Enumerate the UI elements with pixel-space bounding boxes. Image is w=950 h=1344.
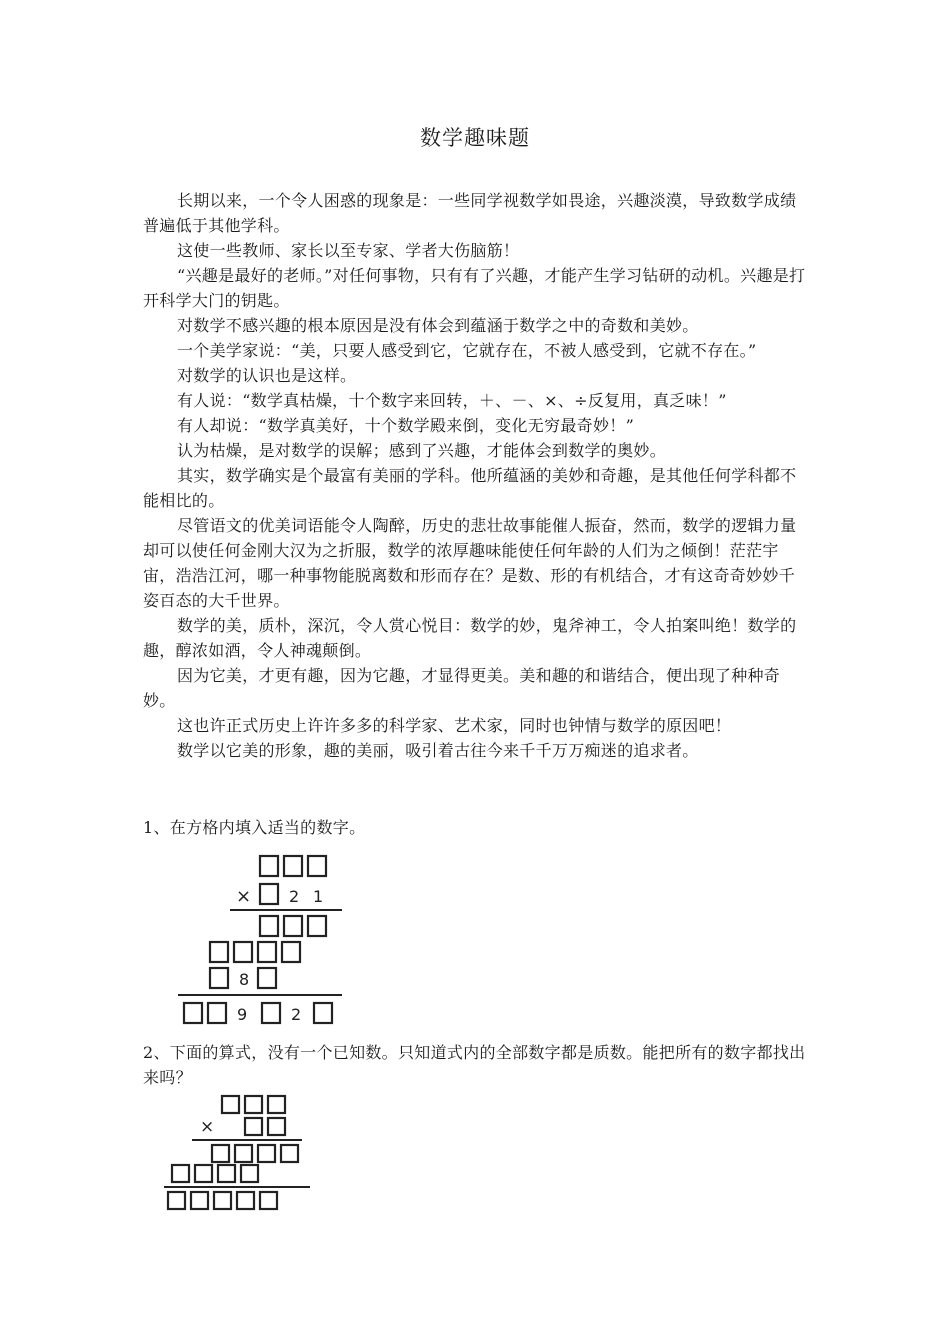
digit-box[interactable] (284, 856, 302, 876)
paragraph: “兴趣是最好的老师。”对任何事物，只有有了兴趣，才能产生学习钻研的动机。兴趣是打开科学大门的钥匙。 (143, 266, 806, 310)
multiply-sign: × (236, 886, 252, 907)
digit-box[interactable] (282, 942, 300, 962)
digit-box[interactable] (237, 1192, 254, 1209)
paragraph: 认为枯燥，是对数学的误解；感到了兴趣，才能体会到数学的奥妙。 (177, 441, 667, 460)
digit-box[interactable] (234, 942, 252, 962)
digit-box[interactable] (308, 856, 326, 876)
digit-box[interactable] (195, 1165, 212, 1182)
digit-box[interactable] (260, 884, 278, 904)
digit-box[interactable] (308, 916, 326, 936)
paragraph: 数学的美，质朴，深沉，令人赏心悦目：数学的妙，鬼斧神工，令人拍案叫绝！数学的趣，醇浓如酒，令人神魂颠倒。 (143, 616, 797, 660)
digit-box[interactable] (314, 1003, 332, 1023)
paragraph: 因为它美，才更有趣，因为它趣，才显得更美。美和趣的和谐结合，便出现了种种奇妙。 (143, 666, 781, 710)
digit-box[interactable] (260, 856, 278, 876)
paragraph: 有人说：“数学真枯燥，十个数字来回转，＋、－、×、÷反复用，真乏味！” (177, 391, 727, 410)
digit-box[interactable] (191, 1192, 208, 1209)
digit-box[interactable] (258, 942, 276, 962)
digit-box[interactable] (281, 1145, 298, 1162)
paragraph: 对数学的认识也是这样。 (177, 366, 357, 385)
digit-box[interactable] (184, 1003, 202, 1023)
paragraph: 长期以来，一个令人困惑的现象是：一些同学视数学如畏途，兴趣淡漠，导致数学成绩普遍低于其他学科。 (143, 191, 797, 235)
digit-box[interactable] (172, 1165, 189, 1182)
digit-box[interactable] (268, 1096, 285, 1113)
digit-box[interactable] (260, 1192, 277, 1209)
paragraph: 其实，数学确实是个最富有美丽的学科。他所蕴涵的美妙和奇趣，是其他任何学科都不能相比的。 (143, 466, 797, 510)
paragraph: 这使一些教师、家长以至专家、学者大伤脑筋！ (177, 241, 520, 260)
given-digit: 9 (237, 1005, 248, 1024)
digit-box[interactable] (168, 1192, 185, 1209)
digit-box[interactable] (241, 1165, 258, 1182)
digit-box[interactable] (260, 916, 278, 936)
digit-box[interactable] (268, 1118, 285, 1135)
article-body (143, 188, 807, 763)
digit-box[interactable] (210, 942, 228, 962)
digit-box[interactable] (235, 1145, 252, 1162)
paragraph: 这也许正式历史上许许多多的科学家、艺术家，同时也钟情与数学的原因吧！ (177, 716, 732, 735)
digit-box[interactable] (222, 1096, 239, 1113)
given-digit: 1 (313, 887, 324, 906)
puzzle-1-diagram (170, 850, 350, 1035)
document-title: 数学趣味题 (420, 126, 530, 150)
paragraph: 有人却说：“数学真美好，十个数学殿来倒，变化无穷最奇妙！” (177, 416, 635, 435)
given-digit: 2 (291, 1005, 302, 1024)
digit-box[interactable] (214, 1192, 231, 1209)
given-digit: 8 (239, 970, 250, 989)
question-1-text: 1、在方格内填入适当的数字。 (143, 818, 366, 837)
digit-box[interactable] (262, 1003, 280, 1023)
digit-box[interactable] (218, 1165, 235, 1182)
puzzle-2-diagram (160, 1090, 320, 1215)
paragraph: 尽管语文的优美词语能令人陶醉，历史的悲壮故事能催人振奋，然而，数学的逻辑力量却可以使任何金刚大汉为之折服，数学的浓厚趣味能使任何年龄的人们为之倾倒！茫茫宇宙，浩浩江河，哪一种事物能脱离数和形而存在？是数、形的有机结合，才有这奇奇妙妙千姿百态的大千世界。 (143, 516, 797, 610)
digit-box[interactable] (245, 1118, 262, 1135)
digit-box[interactable] (258, 968, 276, 988)
digit-box[interactable] (208, 1003, 226, 1023)
given-digit: 2 (289, 887, 300, 906)
digit-box[interactable] (284, 916, 302, 936)
digit-box[interactable] (245, 1096, 262, 1113)
paragraph: 对数学不感兴趣的根本原因是没有体会到蕴涵于数学之中的奇数和美妙。 (177, 316, 699, 335)
digit-box[interactable] (258, 1145, 275, 1162)
paragraph: 一个美学家说：“美，只要人感受到它，它就存在，不被人感受到，它就不存在。” (177, 341, 757, 360)
multiply-sign: × (200, 1117, 215, 1137)
digit-box[interactable] (212, 1145, 229, 1162)
paragraph: 数学以它美的形象，趣的美丽，吸引着古往今来千千万万痴迷的追求者。 (177, 741, 699, 760)
digit-box[interactable] (210, 968, 228, 988)
question-2-text: 2、下面的算式，没有一个已知数。只知道式内的全部数字都是质数。能把所有的数字都找出来吗？ (143, 1043, 806, 1087)
